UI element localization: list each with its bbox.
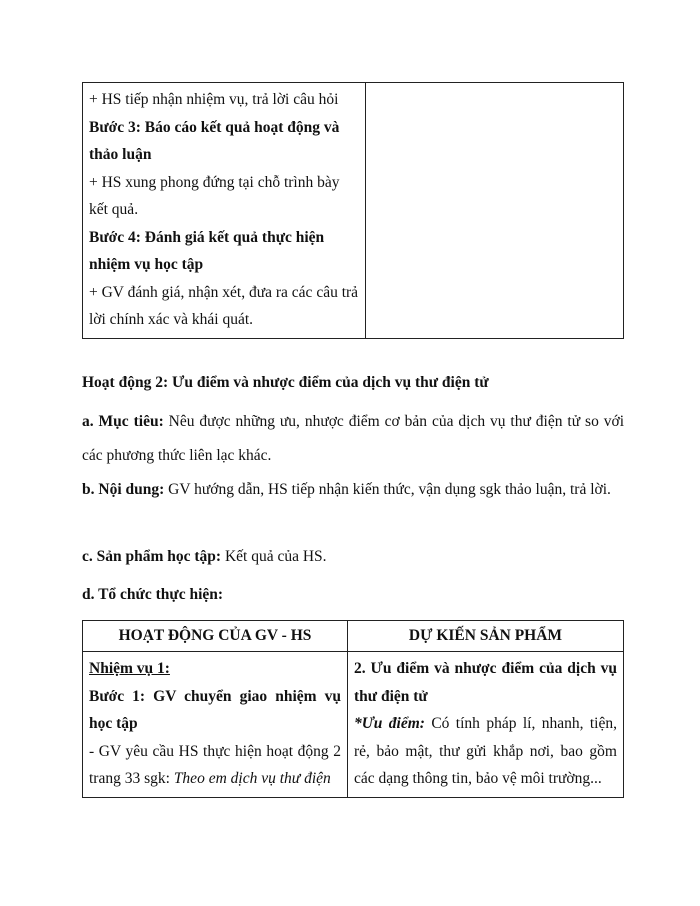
- product-title: 2. Ưu điểm và nhược điểm của dịch vụ thư điện tử: [354, 660, 617, 705]
- header-expected-product: DỰ KIẾN SẢN PHẨM: [348, 621, 624, 652]
- teacher-student-cell: [83, 83, 366, 339]
- task-heading: Nhiệm vụ 1:: [89, 660, 170, 677]
- content-label: b. Nội dung:: [82, 481, 165, 498]
- step1-heading: Bước 1: GV chuyển giao nhiệm vụ học tập: [89, 687, 341, 732]
- product-label: c. Sản phẩm học tập:: [82, 548, 222, 565]
- organization-heading: d. Tổ chức thực hiện:: [82, 586, 224, 603]
- objective-paragraph: [82, 405, 624, 473]
- objective-label: a. Mục tiêu:: [82, 413, 164, 430]
- line-evaluate-cont: lời chính xác và khái quát.: [89, 311, 254, 328]
- requirement-plain: - GV yêu cầu HS thực hiện hoạt động 2 trang 33 sgk:: [89, 742, 341, 787]
- activity-table-continued: [82, 82, 624, 339]
- activity-heading: Hoạt động 2: Ưu điểm và nhược điểm của dịch vụ thư điện tử: [82, 374, 489, 391]
- content-paragraph: [82, 473, 624, 507]
- expected-product-cell: [366, 83, 624, 339]
- line-evaluate: + GV đánh giá, nhận xét, đưa ra các câu trả: [89, 283, 359, 301]
- line-present: + HS xung phong đứng tại chỗ trình bày: [89, 173, 340, 191]
- line-receive-task: + HS tiếp nhận nhiệm vụ, trả lời câu hỏi: [89, 91, 339, 108]
- objective-text: Nêu được những ưu, nhược điểm cơ bản của dịch vụ thư điện tử so với các phương thức liên lạc khác.: [82, 413, 624, 464]
- requirement-question: Theo em dịch vụ thư điện: [173, 770, 331, 787]
- step3-heading-cont: thảo luận: [89, 146, 152, 163]
- requirement-text: [89, 738, 341, 793]
- teacher-student-cell: [83, 652, 348, 798]
- product-paragraph: [82, 540, 624, 574]
- activity-table: [82, 620, 624, 798]
- step3-heading: Bước 3: Báo cáo kết quả hoạt động và: [89, 118, 340, 136]
- step4-heading-cont: nhiệm vụ học tập: [89, 256, 204, 273]
- product-text: Kết quả của HS.: [221, 548, 327, 565]
- advantages-text: [354, 710, 617, 793]
- advantages-label: *Ưu điểm:: [354, 715, 425, 732]
- header-teacher-student: HOẠT ĐỘNG CỦA GV - HS: [83, 621, 348, 652]
- content-text: GV hướng dẫn, HS tiếp nhận kiến thức, vận dụng sgk thảo luận, trả lời.: [164, 481, 611, 498]
- line-present-cont: kết quả.: [89, 201, 139, 218]
- expected-product-cell: [348, 652, 624, 798]
- advantages-content: Có tính pháp lí, nhanh, tiện, rẻ, bảo mật, thư gửi khắp nơi, bao gồm các dạng thông tin, bảo vệ môi trường...: [354, 715, 617, 787]
- step4-heading: Bước 4: Đánh giá kết quả thực hiện: [89, 228, 325, 246]
